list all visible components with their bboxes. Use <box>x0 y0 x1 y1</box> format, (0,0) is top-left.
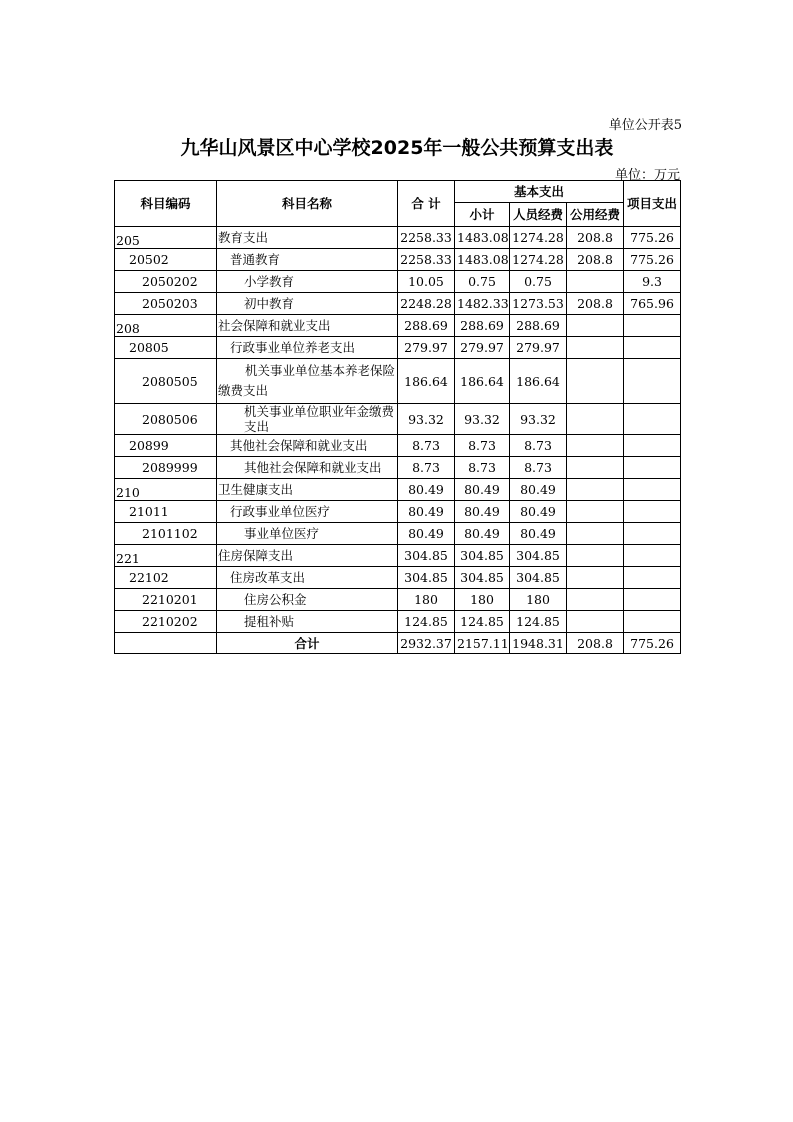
row-total: 80.49 <box>398 479 455 501</box>
row-public <box>567 611 624 633</box>
row-total: 304.85 <box>398 545 455 567</box>
row-project <box>624 315 681 337</box>
row-public <box>567 479 624 501</box>
table-row <box>115 457 681 479</box>
row-code: 2101102 <box>115 523 217 545</box>
total-code-cell <box>115 633 217 654</box>
table-row <box>115 337 681 359</box>
row-subtotal: 80.49 <box>455 523 510 545</box>
row-subtotal: 304.85 <box>455 567 510 589</box>
unit-label: 单位：万元 <box>614 168 680 183</box>
row-subtotal: 279.97 <box>455 337 510 359</box>
row-personnel: 8.73 <box>510 435 567 457</box>
header-name: 科目名称 <box>217 181 398 227</box>
page-title: 九华山风景区中心学校2025年一般公共预算支出表 <box>180 137 614 159</box>
row-subtotal: 80.49 <box>455 501 510 523</box>
row-personnel: 180 <box>510 589 567 611</box>
row-total: 80.49 <box>398 523 455 545</box>
row-personnel: 0.75 <box>510 271 567 293</box>
row-subtotal: 1483.08 <box>455 249 510 271</box>
row-name: 初中教育 <box>217 293 398 315</box>
row-public: 208.8 <box>567 293 624 315</box>
row-total: 124.85 <box>398 611 455 633</box>
header-subtotal: 小计 <box>455 203 510 227</box>
row-subtotal: 304.85 <box>455 545 510 567</box>
row-project <box>624 501 681 523</box>
row-name: 其他社会保障和就业支出 <box>217 435 398 457</box>
row-subtotal: 288.69 <box>455 315 510 337</box>
table-row <box>115 271 681 293</box>
row-personnel: 279.97 <box>510 337 567 359</box>
row-code: 2050202 <box>115 271 217 293</box>
row-code: 21011 <box>115 501 217 523</box>
row-project <box>624 589 681 611</box>
row-name: 社会保障和就业支出 <box>217 315 398 337</box>
table-body <box>115 227 681 633</box>
row-public <box>567 435 624 457</box>
row-personnel: 93.32 <box>510 404 567 435</box>
total-personnel: 1948.31 <box>510 633 567 654</box>
row-personnel: 80.49 <box>510 523 567 545</box>
row-total: 2258.33 <box>398 227 455 249</box>
row-public <box>567 567 624 589</box>
table-row <box>115 435 681 457</box>
header-personnel: 人员经费 <box>510 203 567 227</box>
total-public: 208.8 <box>567 633 624 654</box>
row-project: 775.26 <box>624 249 681 271</box>
row-public <box>567 271 624 293</box>
row-subtotal: 186.64 <box>455 359 510 404</box>
row-code: 20805 <box>115 337 217 359</box>
row-name: 普通教育 <box>217 249 398 271</box>
table-row <box>115 479 681 501</box>
row-name: 提租补贴 <box>217 611 398 633</box>
row-public <box>567 501 624 523</box>
row-code: 22102 <box>115 567 217 589</box>
table-row <box>115 404 681 435</box>
budget-table <box>114 180 681 654</box>
row-subtotal: 1482.33 <box>455 293 510 315</box>
header-total: 合 计 <box>398 181 455 227</box>
row-personnel: 8.73 <box>510 457 567 479</box>
row-subtotal: 80.49 <box>455 479 510 501</box>
row-public <box>567 457 624 479</box>
row-personnel: 1273.53 <box>510 293 567 315</box>
total-label: 合计 <box>217 633 398 654</box>
row-name: 事业单位医疗 <box>217 523 398 545</box>
total-subtotal: 2157.11 <box>455 633 510 654</box>
row-personnel: 80.49 <box>510 501 567 523</box>
header-code: 科目编码 <box>115 181 217 227</box>
total-row <box>115 633 681 654</box>
row-code: 2080505 <box>115 359 217 404</box>
row-name: 住房公积金 <box>217 589 398 611</box>
row-subtotal: 0.75 <box>455 271 510 293</box>
row-project <box>624 611 681 633</box>
row-total: 288.69 <box>398 315 455 337</box>
table-row <box>115 315 681 337</box>
row-code: 205 <box>115 227 217 249</box>
header-project: 项目支出 <box>624 181 681 227</box>
table-row <box>115 501 681 523</box>
row-public: 208.8 <box>567 227 624 249</box>
row-code: 221 <box>115 545 217 567</box>
row-code: 20899 <box>115 435 217 457</box>
table-row <box>115 545 681 567</box>
row-project <box>624 457 681 479</box>
row-total: 180 <box>398 589 455 611</box>
header-public: 公用经费 <box>567 203 624 227</box>
total-total: 2932.37 <box>398 633 455 654</box>
row-project <box>624 435 681 457</box>
table-row <box>115 567 681 589</box>
table-row <box>115 227 681 249</box>
row-total: 8.73 <box>398 457 455 479</box>
row-project <box>624 523 681 545</box>
row-total: 279.97 <box>398 337 455 359</box>
header-basic: 基本支出 <box>455 181 624 203</box>
row-code: 2080506 <box>115 404 217 435</box>
row-public: 208.8 <box>567 249 624 271</box>
row-code: 2210201 <box>115 589 217 611</box>
row-project: 775.26 <box>624 227 681 249</box>
row-project <box>624 359 681 404</box>
table-row <box>115 611 681 633</box>
row-public <box>567 545 624 567</box>
row-public <box>567 337 624 359</box>
row-name: 机关事业单位职业年金缴费支出 <box>217 404 398 435</box>
row-personnel: 186.64 <box>510 359 567 404</box>
table-row <box>115 249 681 271</box>
row-name: 机关事业单位基本养老保险缴费支出 <box>217 359 398 404</box>
row-total: 186.64 <box>398 359 455 404</box>
row-total: 2258.33 <box>398 249 455 271</box>
table-row <box>115 589 681 611</box>
row-name: 住房改革支出 <box>217 567 398 589</box>
row-code: 208 <box>115 315 217 337</box>
row-name: 其他社会保障和就业支出 <box>217 457 398 479</box>
row-total: 8.73 <box>398 435 455 457</box>
row-name: 小学教育 <box>217 271 398 293</box>
row-total: 80.49 <box>398 501 455 523</box>
row-name: 卫生健康支出 <box>217 479 398 501</box>
row-name: 行政事业单位养老支出 <box>217 337 398 359</box>
row-code: 2050203 <box>115 293 217 315</box>
row-personnel: 304.85 <box>510 567 567 589</box>
row-public <box>567 589 624 611</box>
row-personnel: 288.69 <box>510 315 567 337</box>
row-personnel: 124.85 <box>510 611 567 633</box>
row-subtotal: 93.32 <box>455 404 510 435</box>
row-code: 2210202 <box>115 611 217 633</box>
row-project <box>624 337 681 359</box>
row-total: 93.32 <box>398 404 455 435</box>
row-subtotal: 124.85 <box>455 611 510 633</box>
row-project <box>624 479 681 501</box>
row-public <box>567 523 624 545</box>
row-project <box>624 545 681 567</box>
row-public <box>567 315 624 337</box>
row-total: 2248.28 <box>398 293 455 315</box>
row-name: 行政事业单位医疗 <box>217 501 398 523</box>
row-total: 304.85 <box>398 567 455 589</box>
row-subtotal: 180 <box>455 589 510 611</box>
row-project <box>624 404 681 435</box>
row-code: 20502 <box>115 249 217 271</box>
row-name: 教育支出 <box>217 227 398 249</box>
table-row <box>115 293 681 315</box>
row-code: 2089999 <box>115 457 217 479</box>
table-number: 单位公开表5 <box>608 118 682 133</box>
row-project <box>624 567 681 589</box>
row-project: 9.3 <box>624 271 681 293</box>
row-public <box>567 359 624 404</box>
row-personnel: 80.49 <box>510 479 567 501</box>
table-row <box>115 359 681 404</box>
row-total: 10.05 <box>398 271 455 293</box>
table-row <box>115 523 681 545</box>
row-code: 210 <box>115 479 217 501</box>
row-personnel: 1274.28 <box>510 227 567 249</box>
row-personnel: 304.85 <box>510 545 567 567</box>
row-subtotal: 1483.08 <box>455 227 510 249</box>
row-personnel: 1274.28 <box>510 249 567 271</box>
total-project: 775.26 <box>624 633 681 654</box>
row-subtotal: 8.73 <box>455 435 510 457</box>
row-subtotal: 8.73 <box>455 457 510 479</box>
row-public <box>567 404 624 435</box>
row-name: 住房保障支出 <box>217 545 398 567</box>
row-project: 765.96 <box>624 293 681 315</box>
